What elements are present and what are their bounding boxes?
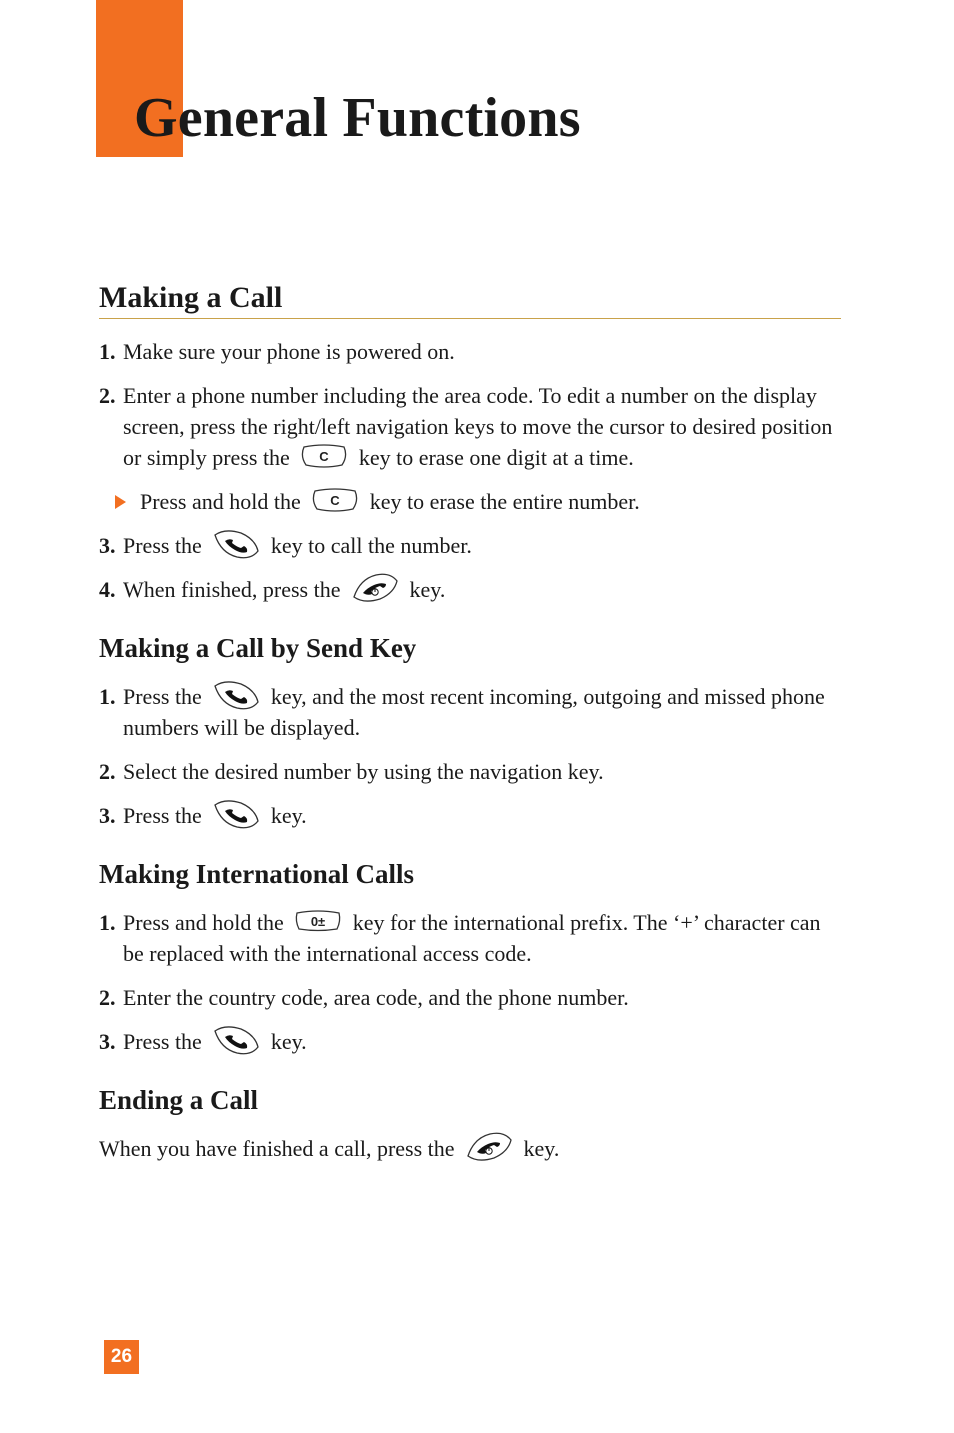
chapter-title: General Functions bbox=[134, 87, 581, 149]
send-key-icon bbox=[211, 797, 261, 831]
step-number: 1. bbox=[99, 910, 116, 935]
step-text: key, and the most recent incoming, outgoing and missed phone numbers will be displayed. bbox=[123, 684, 825, 740]
list-item bbox=[99, 530, 841, 561]
page-content bbox=[99, 279, 841, 1164]
step-text: Make sure your phone is powered on. bbox=[123, 339, 455, 364]
step-number: 4. bbox=[99, 577, 116, 602]
end-key-icon bbox=[464, 1130, 514, 1164]
list-item bbox=[99, 800, 841, 831]
zero-key-icon bbox=[293, 908, 343, 934]
step-text: Select the desired number by using the navigation key. bbox=[123, 759, 604, 784]
step-text: Press the bbox=[123, 1029, 202, 1054]
step-text: When finished, press the bbox=[123, 577, 341, 602]
step-text: Enter the country code, area code, and the phone number. bbox=[123, 985, 629, 1010]
section-heading: Making a Call by Send Key bbox=[99, 633, 417, 663]
section-making-a-call bbox=[99, 279, 841, 605]
clear-key-icon bbox=[310, 487, 360, 513]
section-send-key bbox=[99, 629, 841, 831]
list-item bbox=[99, 574, 841, 605]
section-ending-a-call bbox=[99, 1081, 841, 1164]
step-number: 3. bbox=[99, 803, 116, 828]
paragraph-text: key. bbox=[523, 1136, 560, 1161]
list-item bbox=[99, 756, 841, 787]
list-item bbox=[99, 907, 841, 969]
note-text: key to erase the entire number. bbox=[369, 489, 640, 514]
step-text: Enter a phone number including the area code. To edit a number on the display screen, press the right/left navigation keys to move the cursor to desired position or simply press the bbox=[123, 383, 833, 470]
step-text: Press the bbox=[123, 684, 202, 709]
section-heading: Making a Call bbox=[99, 279, 841, 319]
section-heading: Making International Calls bbox=[99, 859, 415, 889]
step-text: key. bbox=[270, 803, 307, 828]
paragraph-text: When you have finished a call, press the bbox=[99, 1136, 455, 1161]
step-number: 3. bbox=[99, 1029, 116, 1054]
step-number: 1. bbox=[99, 339, 116, 364]
paragraph bbox=[99, 1133, 841, 1164]
step-number: 3. bbox=[99, 533, 116, 558]
step-text: Press the bbox=[123, 533, 202, 558]
step-number: 2. bbox=[99, 759, 116, 784]
note-item bbox=[99, 486, 841, 517]
step-number: 2. bbox=[99, 383, 116, 408]
clear-key-label: C bbox=[319, 448, 330, 464]
step-number: 2. bbox=[99, 985, 116, 1010]
end-key-icon bbox=[350, 571, 400, 605]
arrow-bullet-icon bbox=[115, 495, 126, 509]
page-number: 26 bbox=[104, 1340, 139, 1374]
list-item bbox=[99, 982, 841, 1013]
list-item bbox=[99, 1026, 841, 1057]
step-text: key to erase one digit at a time. bbox=[358, 445, 634, 470]
section-international-calls bbox=[99, 855, 841, 1057]
list-item bbox=[99, 380, 841, 473]
step-text: Press and hold the bbox=[123, 910, 284, 935]
send-key-icon bbox=[211, 527, 261, 561]
clear-key-icon bbox=[299, 443, 349, 469]
note-text: Press and hold the bbox=[140, 489, 301, 514]
section-heading: Ending a Call bbox=[99, 1085, 259, 1115]
list-item bbox=[99, 681, 841, 743]
send-key-icon bbox=[211, 1023, 261, 1057]
send-key-icon bbox=[211, 678, 261, 712]
step-text: key for the international prefix. The ‘+’ character can be replaced with the international access code. bbox=[123, 910, 821, 966]
step-text: key to call the number. bbox=[270, 533, 472, 558]
step-number: 1. bbox=[99, 684, 116, 709]
list-item bbox=[99, 336, 841, 367]
step-text: Press the bbox=[123, 803, 202, 828]
clear-key-label: C bbox=[330, 492, 340, 508]
step-text: key. bbox=[409, 577, 446, 602]
zero-key-label: 0± bbox=[311, 913, 326, 929]
step-text: key. bbox=[270, 1029, 307, 1054]
